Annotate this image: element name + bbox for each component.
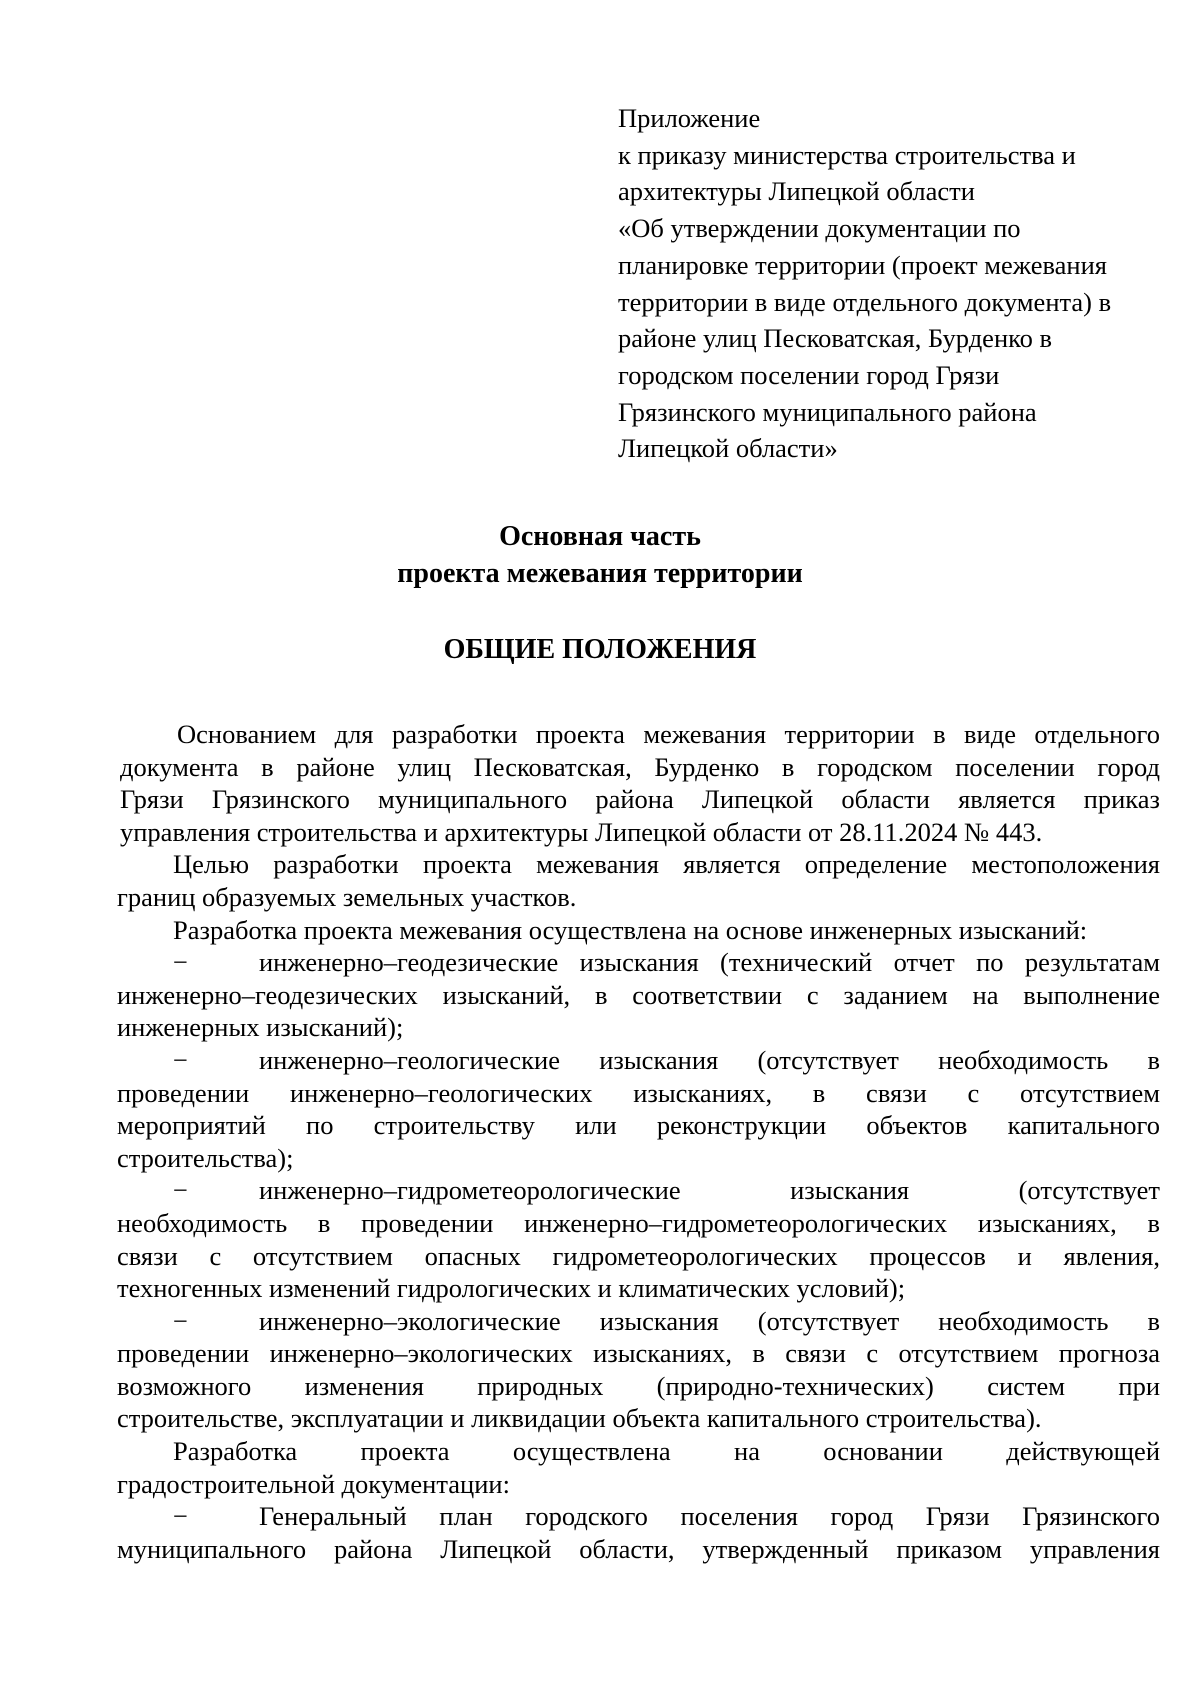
list-item <box>117 1305 1160 1338</box>
paragraph-line: мероприятий по строительству или реконструкции объектов капитального <box>117 1110 1160 1141</box>
dash-marker: − <box>173 1175 188 1206</box>
list-item-text: инженерно–геодезические изыскания (технический отчет по результатам <box>259 947 1160 978</box>
paragraph-line: возможного изменения природных (природно-технических) систем при <box>117 1370 1160 1401</box>
paragraph-line: Разработка проекта осуществлена на основании действующей <box>173 1436 1160 1467</box>
paragraph-line: связи с отсутствием опасных гидрометеорологических процессов и явления, <box>117 1240 1160 1271</box>
list-item-text: Генеральный план городского поселения город Грязи Грязинского <box>259 1501 1160 1532</box>
section-heading: ОБЩИЕ ПОЛОЖЕНИЯ <box>443 634 757 665</box>
appendix-line: «Об утверждении документации по <box>618 213 1021 244</box>
paragraph-line: проведении инженерно–геологических изысканиях, в связи с отсутствием <box>117 1077 1160 1108</box>
appendix-line: районе улиц Песковатская, Бурденко в <box>618 323 1053 354</box>
list-item <box>117 1500 1160 1533</box>
paragraph-line: инженерных изысканий); <box>117 1012 404 1043</box>
list-item-text: инженерно–геологические изыскания (отсутствует необходимость в <box>259 1044 1160 1075</box>
appendix-line: к приказу министерства строительства и <box>618 139 1076 170</box>
appendix-line: архитектуры Липецкой области <box>618 176 975 207</box>
title-line-1: Основная часть <box>499 521 701 552</box>
list-item <box>117 946 1160 979</box>
paragraph-line: Целью разработки проекта межевания является определение местоположения <box>173 849 1160 880</box>
list-item <box>117 1044 1160 1077</box>
appendix-block <box>618 100 1178 467</box>
appendix-line: планировке территории (проект межевания <box>618 249 1107 280</box>
document-body <box>117 718 1160 1565</box>
dash-marker: − <box>173 947 188 978</box>
appendix-line: Липецкой области» <box>618 433 838 464</box>
title-line-2: проекта межевания территории <box>397 558 803 589</box>
paragraph-line: инженерно–геодезических изысканий, в соответствии с заданием на выполнение <box>117 979 1160 1010</box>
list-item <box>117 1174 1160 1207</box>
appendix-line: территории в виде отдельного документа) в <box>618 286 1112 317</box>
paragraph-line: управления строительства и архитектуры Липецкой области от 28.11.2024 № 443. <box>120 816 1043 847</box>
paragraph-line: Основанием для разработки проекта межевания территории в виде отдельного <box>177 719 1160 749</box>
dash-marker: − <box>173 1305 188 1336</box>
dash-marker: − <box>173 1044 188 1075</box>
dash-marker: − <box>173 1501 188 1532</box>
document-title <box>0 518 1200 592</box>
list-item-text: инженерно–гидрометеорологические изыскания (отсутствует <box>259 1175 1160 1206</box>
list-item-text: инженерно–экологические изыскания (отсутствует необходимость в <box>259 1305 1160 1336</box>
appendix-line: Грязинского муниципального района <box>618 396 1037 427</box>
paragraph-line: границ образуемых земельных участков. <box>117 881 577 912</box>
paragraph-line: Грязи Грязинского муниципального района Липецкой области является приказ <box>120 784 1160 815</box>
paragraph-line: муниципального района Липецкой области, утвержденный приказом управления <box>117 1533 1160 1564</box>
appendix-line: городском поселении город Грязи <box>618 359 1000 390</box>
paragraph-line: строительства); <box>117 1142 294 1173</box>
paragraph-line: градостроительной документации: <box>117 1468 510 1499</box>
paragraph-line: необходимость в проведении инженерно–гидрометеорологических изысканиях, в <box>117 1207 1160 1238</box>
paragraph-line: проведении инженерно–экологических изысканиях, в связи с отсутствием прогноза <box>117 1338 1160 1369</box>
paragraph-line: строительстве, эксплуатации и ликвидации объекта капитального строительства). <box>117 1403 1042 1434</box>
appendix-line: Приложение <box>618 103 761 133</box>
paragraph-line: техногенных изменений гидрологических и климатических условий); <box>117 1273 906 1304</box>
paragraph-line: документа в районе улиц Песковатская, Бурденко в городском поселении город <box>120 751 1160 782</box>
paragraph-line: Разработка проекта межевания осуществлена на основе инженерных изысканий: <box>173 914 1088 945</box>
